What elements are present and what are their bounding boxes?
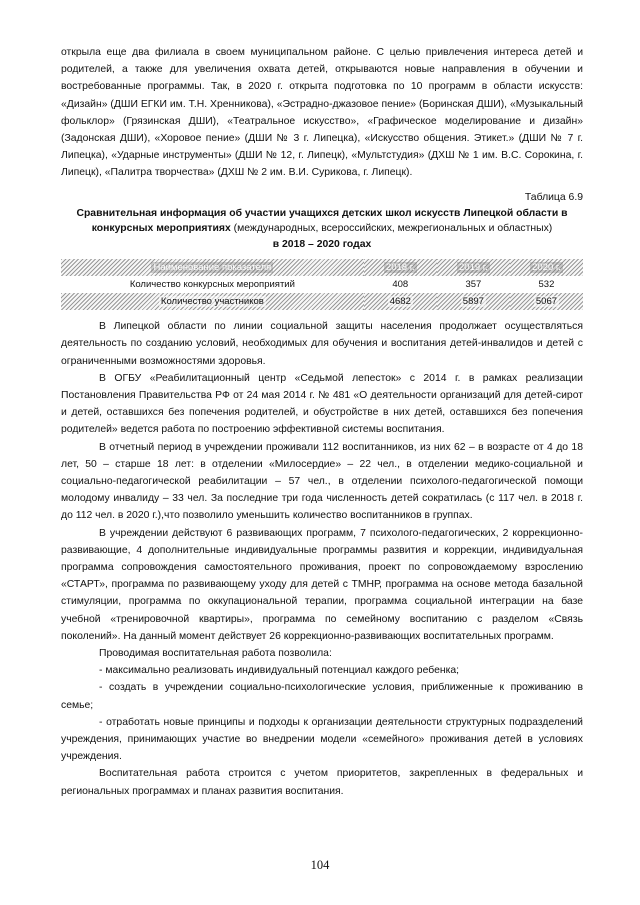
table-row xyxy=(61,293,583,310)
table-title-bold: Сравнительная информация об участии учащихся детских школ искусств Липецкой области в конкурсных мероприятиях xyxy=(76,207,568,235)
table-header-cell: 2018 г. xyxy=(364,259,437,276)
bullet-item: - создать в учреждении социально-психологические условия, приближенные к проживанию в семье; xyxy=(61,682,583,711)
body-paragraph: В Липецкой области по линии социальной защиты населения продолжает осуществляться деятельность по созданию условий, необходимых для обучения и воспитания детей-инвалидов и детей с ограниченными возможностями здоровья. xyxy=(61,321,583,367)
stats-table xyxy=(61,259,583,310)
closing-paragraph: Воспитательная работа строится с учетом приоритетов, закрепленных в федеральных и региональных программах и планах развития воспитания. xyxy=(61,768,583,797)
table-header-cell: Наименование показателя xyxy=(61,259,364,276)
table-cell: 4682 xyxy=(364,293,437,310)
table-row xyxy=(61,276,583,293)
table-cell: 357 xyxy=(465,279,482,291)
table-title-years: в 2018 – 2020 годах xyxy=(272,238,372,250)
table-cell: 532 xyxy=(538,279,555,291)
document-page xyxy=(61,44,583,800)
intro-paragraph: открыла еще два филиала в своем муниципальном районе. С целью привлечения интереса детей и родителей, а также для увеличения охвата детей, открываются новые направления в обучении и востребованные программы. Так, в 2020 г. открыта подготовка по 10 программ в области искусств: «Дизайн» (ДШИ ЕГКИ им. Т.Н. Хренникова), «Эстрадно-джазовое пение» (Боринская ДШИ), «Музыкальный фольклор» (Грязинская ДШИ), «Театральное искусство», «Графическое моделирование и дизайн» (Задонская ДШИ), «Хоровое пение» (ДШИ № 3 г. Липецка), «Искусство общения. Этикет.» (ДШИ № 7 г. Липецка), «Ударные инструменты» (ДШИ № 12, г. Липецк), «Мультстудия» (ДХШ № 1 им. В.С. Сорокина, г. Липецк), «Палитра творчества» (ДХШ № 2 им. В.И. Сурикова, г. Липецк). xyxy=(61,47,583,179)
table-caption: Таблица 6.9 xyxy=(524,191,583,203)
table-cell: 408 xyxy=(392,279,409,291)
table-cell: 5067 xyxy=(510,293,583,310)
page-number: 104 xyxy=(310,858,330,872)
table-cell: Количество конкурсных мероприятий xyxy=(129,279,295,291)
table-header-cell: 2020 г. xyxy=(510,259,583,276)
body-paragraph: В отчетный период в учреждении проживали 112 воспитанников, из них 62 – в возрасте от 4 до 18 лет, 50 – старше 18 лет: в отделении «Милосердие» – 22 чел., в отделении медико-социальной и социально-педагогической реабилитации – 57 чел., в отделении психолого-педагогической помощи молодому инвалиду – 33 чел. За последние три года численность детей сократилась (с 117 чел. в 2018 г. до 112 чел. в 2020 г.),что позволило уменьшить количество воспитанников в группах. xyxy=(61,441,583,522)
body-paragraph: Проводимая воспитательная работа позволила: xyxy=(99,647,332,659)
bullet-item: - отработать новые принципы и подходы к организации деятельности структурных подразделений учреждения, принимающих участие во внедрении модели «семейного» проживания детей в условиях учреждения. xyxy=(61,716,583,763)
body-paragraph: В учреждении действуют 6 развивающих программ, 7 психолого-педагогических, 2 коррекционно-развивающие, 4 дополнительные индивидуальные программы развития и коррекции, индивидуальная программа сопровождения самостоятельного проживания, проект по сопровождаемому взрослению «СТАРТ», программа по развивающему уходу для детей с ТМНР, программа на основе метода базальной стимуляции, программа по оккупациональной терапии, программа социальной интеграции на базе учебной «тренировочной квартиры», программа по семейному воспитанию с разделом «Связь поколений». На данный момент действует 26 коррекционно-развивающих воспитательных программ. xyxy=(61,527,583,642)
table-title xyxy=(61,206,583,253)
body-paragraph: В ОГБУ «Реабилитационный центр «Седьмой лепесток» с 2014 г. в рамках реализации Постановления Правительства РФ от 24 мая 2014 г. № 481 «О деятельности организаций для детей-сирот и детей, оставшихся без попечения родителей, и обустройстве в них детей, оставшихся без попечения родителей» ведется работа по построению эффективной системы воспитания. xyxy=(61,372,583,436)
table-cell: Количество участников xyxy=(61,293,364,310)
table-cell: 5897 xyxy=(437,293,510,310)
bullet-item: - максимально реализовать индивидуальный потенциал каждого ребенка; xyxy=(99,665,460,677)
table-title-normal: (международных, всероссийских, межрегиональных и областных) xyxy=(230,223,553,235)
table-header-row xyxy=(61,259,583,276)
table-header-cell: 2019 г. xyxy=(437,259,510,276)
